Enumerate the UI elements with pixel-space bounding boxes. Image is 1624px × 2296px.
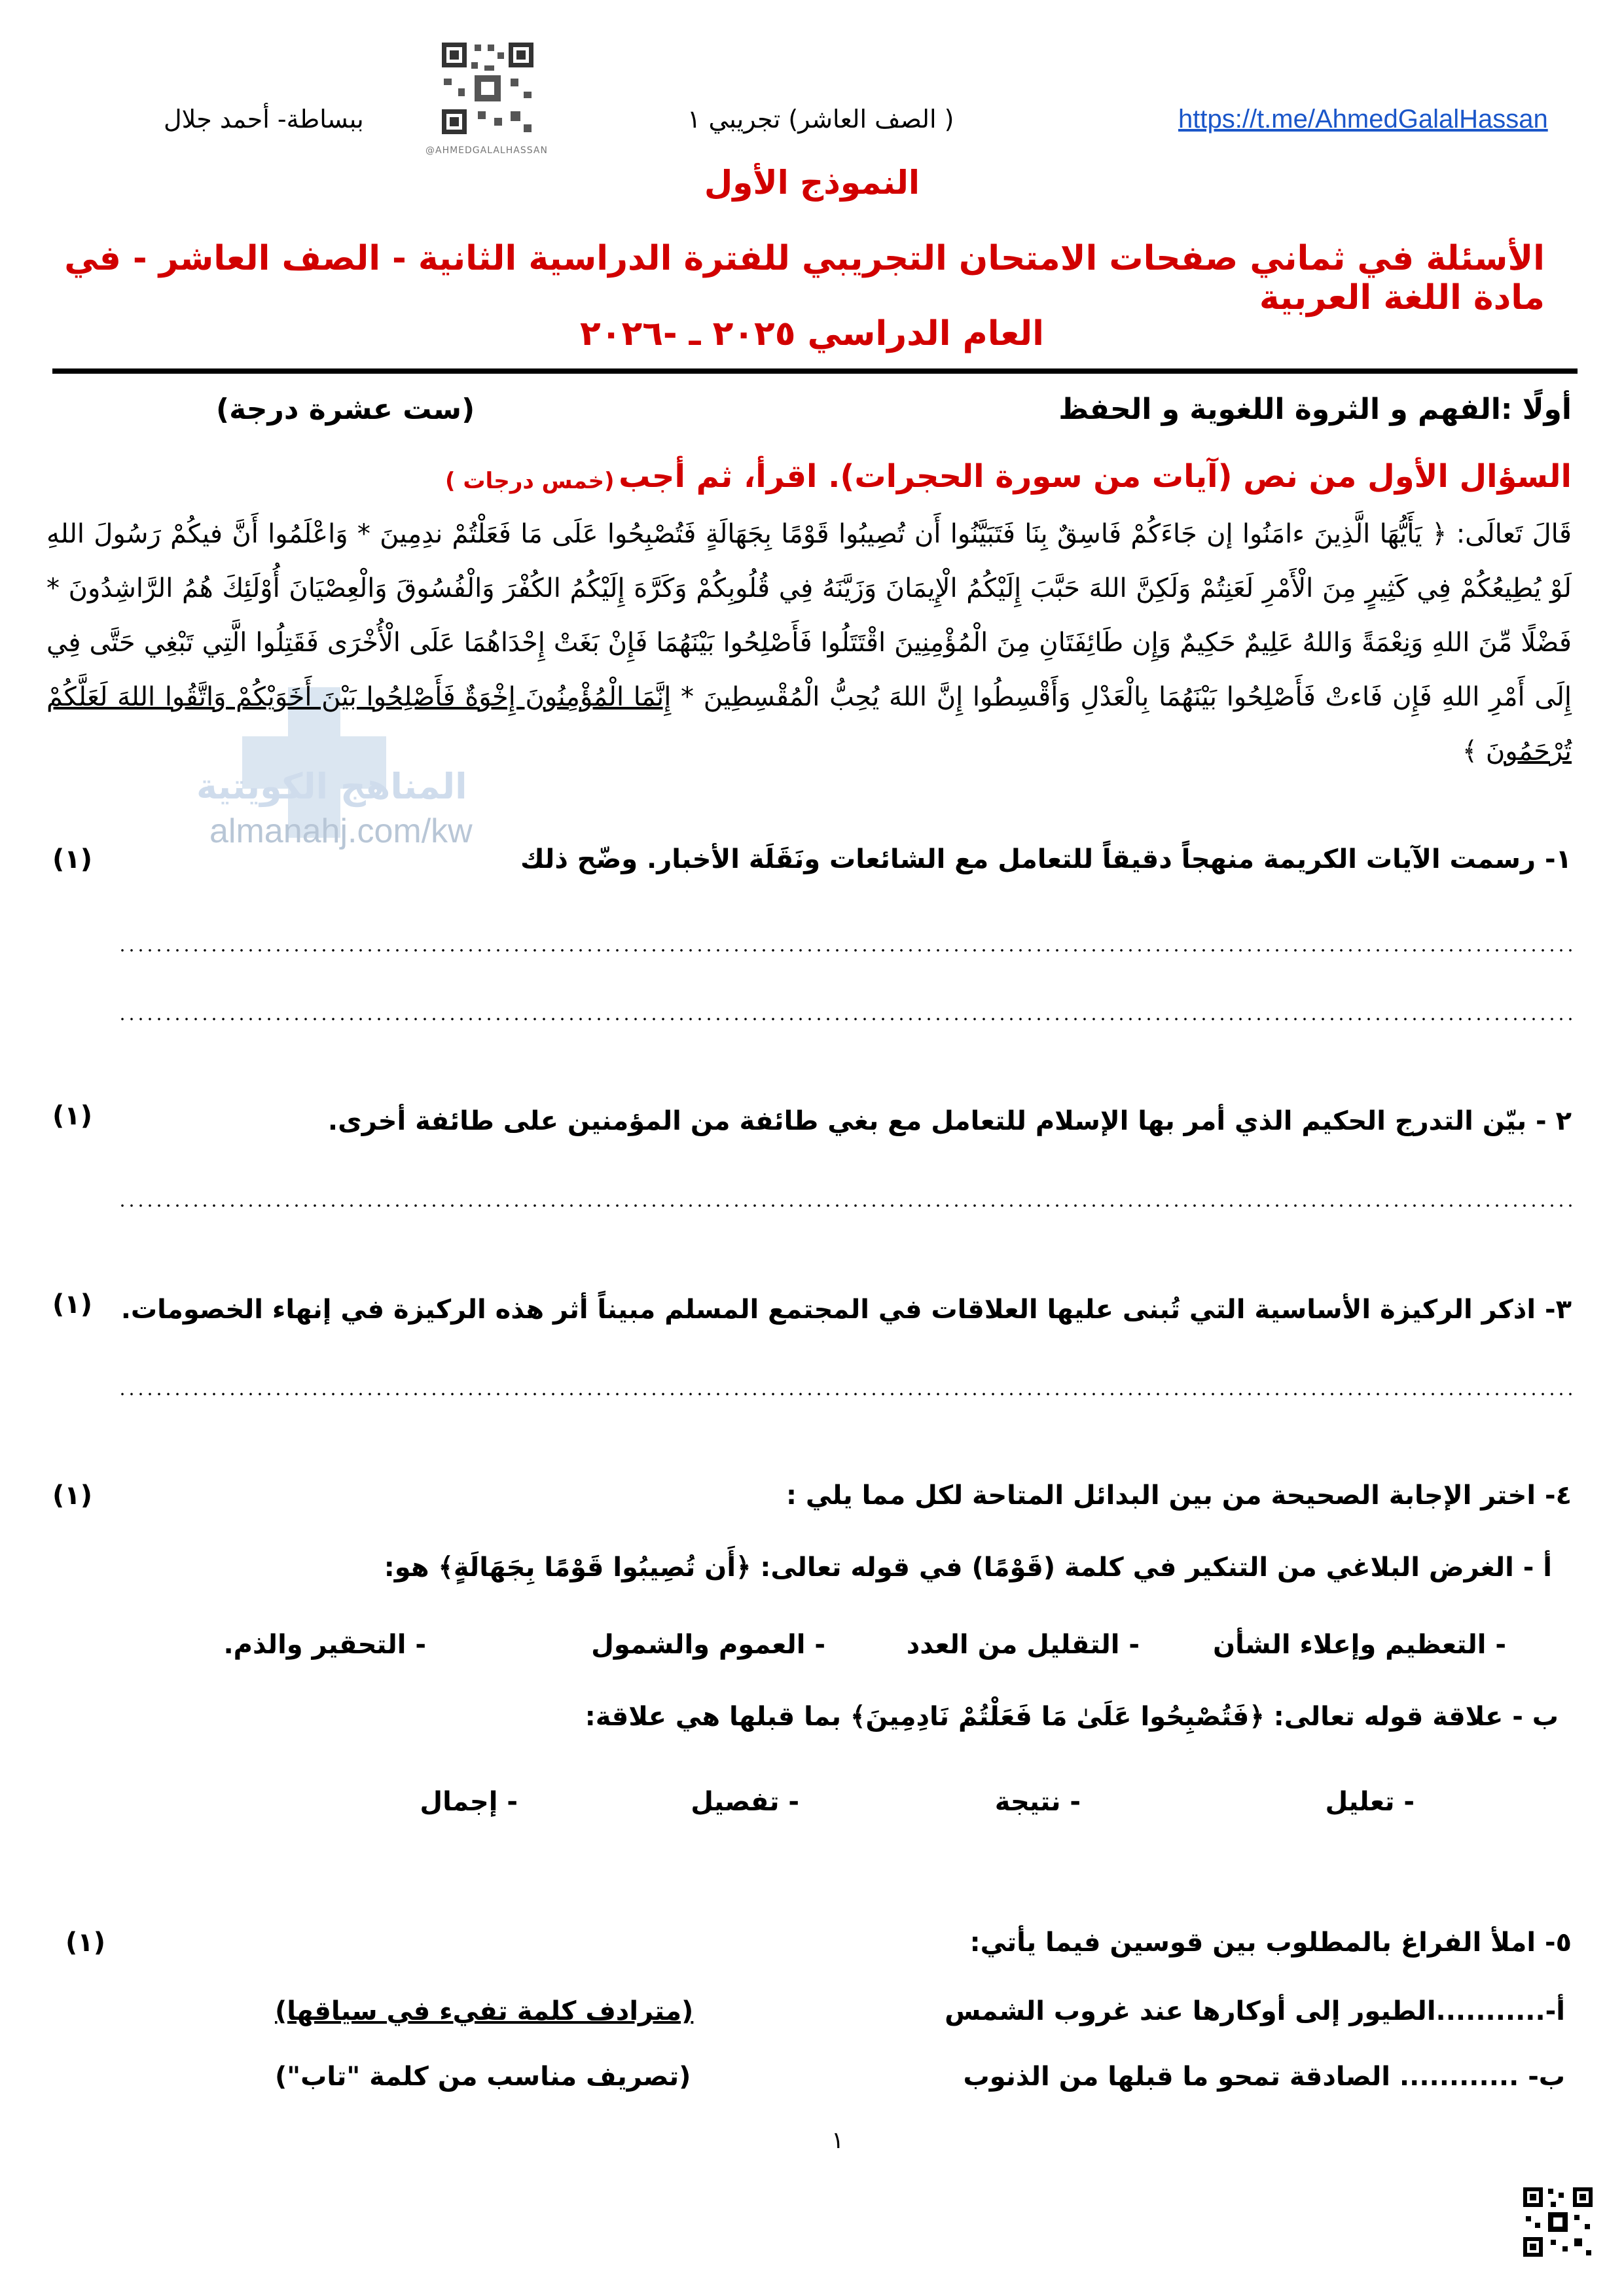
question-5: ٥- املأ الفراغ بالمطلوب بين قوسين فيما يأتي: (969, 1928, 1572, 1958)
question-1: ١- رسمت الآيات الكريمة منهجاً دقيقاً للتعامل مع الشائعات ونَقَلَة الأخبار. وضّح ذلك (520, 844, 1572, 874)
question-5b: ب- ............ الصادقة تمحو ما قبلها من الذنوب (963, 2062, 1565, 2092)
answer-line[interactable] (118, 1204, 1578, 1207)
question-2: ٢ - بيّن التدرج الحكيم الذي أمر بها الإسلام للتعامل مع بغي طائفة من المؤمنين على طائفة أخرى. (327, 1106, 1572, 1136)
question-3-mark: (١) (52, 1289, 92, 1319)
header-divider (52, 368, 1578, 374)
answer-line[interactable] (118, 949, 1578, 952)
question-3: ٣- اذكر الركيزة الأساسية التي تُبنى عليها العلاقات في المجتمع المسلم مبيناً أثر هذه الركيزة في إنهاء الخصومات. (120, 1295, 1572, 1325)
question-4-mark: (١) (52, 1480, 92, 1511)
question-title: السؤال الأول من نص (آيات من سورة الحجرات). اقرأ، ثم أجب (619, 458, 1572, 495)
telegram-link[interactable]: https://t.me/AhmedGalalHassan (1178, 105, 1548, 134)
question-5a: أ-...........الطيور إلى أوكارها عند غروب الشمس (945, 1996, 1565, 2026)
answer-line[interactable] (118, 1393, 1578, 1395)
option-4b-4[interactable]: - إجمال (420, 1787, 518, 1817)
footer-qr-icon (1522, 2186, 1594, 2258)
qr-caption: @AHMEDGALALHASSAN (425, 145, 548, 156)
qr-code-icon (439, 39, 537, 137)
section-title: أولًا :الفهم و الثروة اللغوية و الحفظ (1058, 393, 1572, 426)
question-5a-hint: (مترادف كلمة تفيء في سياقها) (275, 1996, 694, 2026)
option-4b-1[interactable]: - تعليل (1325, 1787, 1415, 1817)
section-grade: (ست عشرة درجة) (216, 393, 475, 426)
exam-description: الأسئلة في ثماني صفحات الامتحان التجريبي للفترة الدراسية الثانية - الصف العاشر - في مادة اللغة العربية (64, 239, 1545, 317)
header-class-label: ( الصف العاشر) تجريبي ١ (687, 105, 954, 134)
question-5-mark: (١) (65, 1928, 105, 1958)
question-5b-hint: (تصريف مناسب من كلمة "تاب") (275, 2062, 691, 2092)
question-4a: أ - الغرض البلاغي من التنكير في كلمة (قَوْمًا) في قوله تعالى: ﴿أَن تُصِيبُوا قَوْمًا بِجَهَالَةٍ﴾ هو: (384, 1552, 1552, 1583)
academic-year: العام الدراسي ٢٠٢٥ ـ -٢٠٢٦ (580, 314, 1044, 353)
option-4b-3[interactable]: - تفصيل (691, 1787, 799, 1817)
option-4a-2[interactable]: - التقليل من العدد (906, 1630, 1140, 1660)
option-4a-3[interactable]: - العموم والشمول (591, 1630, 825, 1660)
quran-passage (46, 507, 1572, 779)
option-4a-4[interactable]: - التحقير والذم. (223, 1630, 426, 1660)
page-number: ١ (831, 2127, 844, 2154)
question-4b: ب - علاقة قوله تعالى: ﴿فَتُصْبِحُوا عَلَىٰ مَا فَعَلْتُمْ نَادِمِينَ﴾ بما قبلها هي علاقة: (585, 1702, 1559, 1732)
header-author: ببساطة- أحمد جلال (164, 105, 364, 134)
answer-line[interactable] (118, 1018, 1578, 1020)
page-title: النموذج الأول (704, 164, 920, 202)
question-4: ٤- اختر الإجابة الصحيحة من بين البدائل المتاحة لكل مما يلي : (785, 1480, 1572, 1511)
quran-underlined: إِنَّمَا الْمُؤْمِنُونَ إِخْوَةٌ فَأَصْلِحُوا بَيْنَ أَخَوَيْكُمْ وَاتَّقُوا اللهَ لَعَلَّكُمْ تُرْحَمُونَ (46, 682, 1572, 766)
option-4a-1[interactable]: - التعظيم وإعلاء الشأن (1213, 1630, 1506, 1660)
quran-text: قَالَ تَعالَى: ﴿ يَأَيُّهَا الَّذِينَ ءامَنُوا إن جَاءَكُمْ فَاسِقٌ بِنَا فَتَبَيَّنُوا أَن تُصِيبُوا قَوْمًا بِجَهَالَةٍ فَتُصْبِحُوا عَلَى مَا فَعَلْتُمْ ندِمِينَ * وَاعْلَمُوا أَنَّ فيكُمْ رَسُولَ اللهِ لَوْ يُطِيعُكُمْ فِي كَثِيرٍ مِنَ الْأَمْرِ لَعَنِتُمْ وَلَكِنَّ اللهَ حَبَّبَ إِلَيْكُمُ الْإِيمَانَ وَزَيَّنَهُ فِي قُلُوبِكُمْ وَكَرَّهَ إِلَيْكُمُ الكُفْرَ وَالْفُسُوقَ وَالْعِصْيَانَ أُوْلَئِكَ هُمُ الرَّاشِدُونَ * فَضْلًا مِّنَ اللهِ وَنِعْمَةً وَاللهُ عَلِيمٌ حَكِيمٌ وَإِن طَائِفَتَانِ مِنَ الْمُؤْمِنِينَ اقْتَتَلُوا فَأَصْلِحُوا بَيْنَهُمَا فَإِنْ بَغَتْ إِحْدَاهُمَا عَلَى الْأُخْرَى فَقَتِلُوا الَّتِي تَبْغِي حَتَّى فِي إِلَى أَمْرِ اللهِ فَإِن فَاءتْ فَأَصْلِحُوا بَيْنَهُمَا بِالْعَدْلِ وَأَقْسِطُوا إِنَّ اللهَ يُحِبُّ الْمُقْسِطِينَ * (46, 519, 1572, 712)
quran-close: ﴾ (1462, 736, 1486, 766)
question-grade: (خمس درجات ) (445, 468, 615, 494)
question-2-mark: (١) (52, 1101, 92, 1131)
question-1-mark: (١) (52, 844, 92, 874)
option-4b-2[interactable]: - نتيجة (994, 1787, 1081, 1817)
watermark-name: المناهج الكويتية (196, 766, 467, 807)
watermark-url: almanahj.com/kw (209, 812, 473, 850)
